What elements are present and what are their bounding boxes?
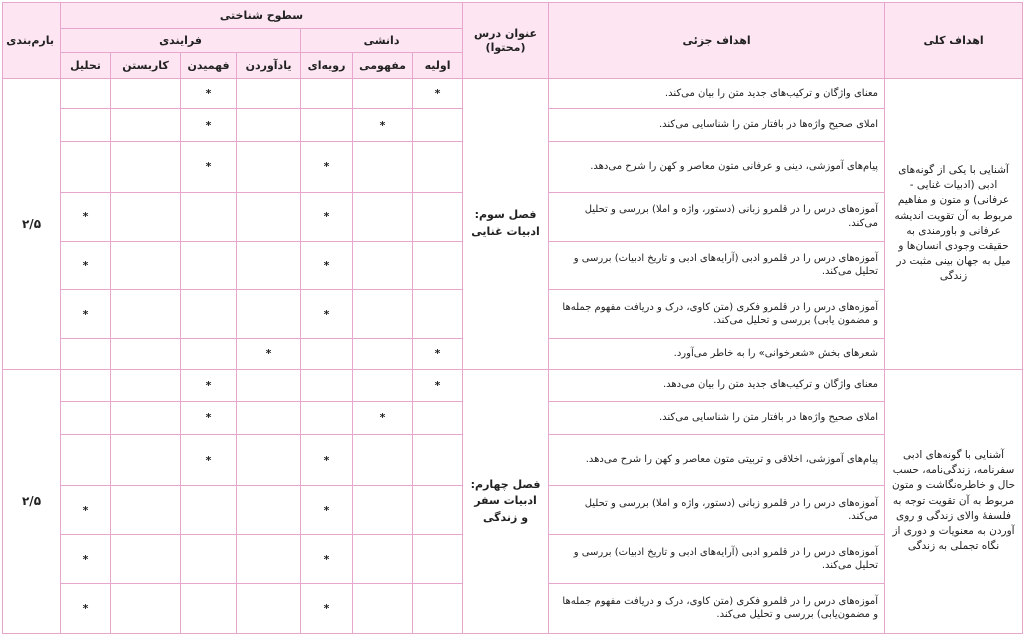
- level-mark-cell: *: [181, 434, 237, 485]
- objectives-body: [3, 79, 1023, 634]
- level-mark-cell: [301, 79, 353, 109]
- specific-objective-cell: آموزه‌های درس را در قلمرو فکری (متن کاوی، درک و دریافت مفهوم جمله‌ها و مضمون‌یابی) بررسی و تحلیل می‌کند.: [549, 583, 885, 633]
- level-mark-cell: *: [61, 290, 111, 339]
- level-mark-cell: *: [61, 486, 111, 535]
- level-mark-cell: *: [301, 142, 353, 192]
- level-mark-cell: [181, 486, 237, 535]
- specific-objective-cell: پیام‌های آموزشی، اخلاقی و تربیتی متون معاصر و کهن را شرح می‌دهد.: [549, 434, 885, 485]
- level-mark-cell: [111, 434, 181, 485]
- level-mark-cell: [237, 369, 301, 401]
- level-mark-cell: [237, 142, 301, 192]
- level-mark-cell: [111, 109, 181, 142]
- level-mark-cell: [237, 434, 301, 485]
- level-mark-cell: [413, 583, 463, 633]
- level-mark-cell: *: [237, 339, 301, 369]
- level-mark-cell: [111, 583, 181, 633]
- level-mark-cell: [353, 241, 413, 289]
- level-mark-cell: [413, 401, 463, 434]
- level-mark-cell: [181, 535, 237, 583]
- level-mark-cell: [413, 142, 463, 192]
- level-mark-cell: [111, 192, 181, 241]
- level-mark-cell: *: [61, 241, 111, 289]
- level-mark-cell: [61, 142, 111, 192]
- specific-objective-cell: معنای واژگان و ترکیب‌های جدید متن را بیان می‌کند.: [549, 79, 885, 109]
- level-mark-cell: [181, 192, 237, 241]
- level-mark-cell: *: [413, 339, 463, 369]
- level-mark-cell: *: [301, 486, 353, 535]
- level-header: اولیه: [413, 53, 463, 79]
- level-mark-cell: [413, 109, 463, 142]
- level-mark-cell: *: [61, 583, 111, 633]
- general-objectives-header: اهداف کلی: [885, 3, 1023, 79]
- level-mark-cell: [353, 79, 413, 109]
- level-mark-cell: *: [301, 290, 353, 339]
- level-mark-cell: [353, 192, 413, 241]
- level-mark-cell: [237, 583, 301, 633]
- level-mark-cell: [237, 109, 301, 142]
- specific-objective-cell: املای صحیح واژه‌ها در بافتار متن را شناسایی می‌کند.: [549, 401, 885, 434]
- level-header: فهمیدن: [181, 53, 237, 79]
- cognitive-levels-header: سطوح شناختی: [61, 3, 463, 29]
- general-objective-cell: آشنایی با گونه‌های ادبی سفرنامه، زندگی‌نامه، حسب حال و خاطره‌نگاشت و متون مربوط به آن تقویت توجه به فلسفهٔ والای زندگی و روی آوردن به معنویات و دوری از نگاه تجملی به زندگی: [885, 369, 1023, 633]
- level-mark-cell: [111, 369, 181, 401]
- level-mark-cell: [353, 142, 413, 192]
- score-cell: ۲/۵: [3, 79, 61, 370]
- chapter-title-cell: فصل سوم: ادبیات غنایی: [463, 79, 549, 370]
- level-mark-cell: [353, 583, 413, 633]
- level-mark-cell: [61, 79, 111, 109]
- level-mark-cell: *: [353, 401, 413, 434]
- level-mark-cell: [237, 486, 301, 535]
- level-mark-cell: [237, 79, 301, 109]
- specific-objective-cell: آموزه‌های درس را در قلمرو زبانی (دستور، واژه و املا) بررسی و تحلیل می‌کند.: [549, 486, 885, 535]
- objective-row: [3, 369, 1023, 401]
- level-header: کاربستن: [111, 53, 181, 79]
- specific-objective-cell: شعرهای بخش «شعرخوانی» را به خاطر می‌آورد.: [549, 339, 885, 369]
- level-mark-cell: [237, 535, 301, 583]
- level-mark-cell: [181, 583, 237, 633]
- level-mark-cell: *: [181, 109, 237, 142]
- level-mark-cell: [413, 192, 463, 241]
- level-mark-cell: [301, 109, 353, 142]
- level-mark-cell: [111, 241, 181, 289]
- level-mark-cell: *: [181, 401, 237, 434]
- level-mark-cell: *: [181, 369, 237, 401]
- level-mark-cell: [111, 142, 181, 192]
- level-header: مفهومی: [353, 53, 413, 79]
- knowledge-header: دانشی: [301, 29, 463, 53]
- level-mark-cell: [181, 241, 237, 289]
- level-mark-cell: *: [181, 142, 237, 192]
- level-mark-cell: [237, 401, 301, 434]
- level-mark-cell: [301, 401, 353, 434]
- level-mark-cell: *: [301, 434, 353, 485]
- level-mark-cell: [61, 339, 111, 369]
- level-mark-cell: [181, 290, 237, 339]
- level-mark-cell: [111, 486, 181, 535]
- level-mark-cell: [353, 369, 413, 401]
- level-header: تحلیل: [61, 53, 111, 79]
- level-mark-cell: [301, 339, 353, 369]
- level-mark-cell: [61, 401, 111, 434]
- specific-objective-cell: آموزه‌های درس را در قلمرو ادبی (آرایه‌های ادبی و تاریخ ادبیات) بررسی و تحلیل می‌کند.: [549, 535, 885, 583]
- level-mark-cell: *: [61, 192, 111, 241]
- specific-objective-cell: املای صحیح واژه‌ها در بافتار متن را شناسایی می‌کند.: [549, 109, 885, 142]
- level-mark-cell: [301, 369, 353, 401]
- level-mark-cell: [61, 369, 111, 401]
- specific-objective-cell: آموزه‌های درس را در قلمرو ادبی (آرایه‌های ادبی و تاریخ ادبیات) بررسی و تحلیل می‌کند.: [549, 241, 885, 289]
- level-mark-cell: *: [181, 79, 237, 109]
- level-mark-cell: [237, 290, 301, 339]
- level-mark-cell: [111, 79, 181, 109]
- level-mark-cell: [111, 535, 181, 583]
- score-cell: ۲/۵: [3, 369, 61, 633]
- level-mark-cell: [413, 486, 463, 535]
- level-mark-cell: *: [413, 79, 463, 109]
- level-header: یادآوردن: [237, 53, 301, 79]
- level-mark-cell: [353, 434, 413, 485]
- level-mark-cell: *: [301, 535, 353, 583]
- level-mark-cell: [353, 290, 413, 339]
- level-mark-cell: [353, 486, 413, 535]
- process-header: فرایندی: [61, 29, 301, 53]
- level-header: رویه‌ای: [301, 53, 353, 79]
- level-mark-cell: *: [301, 241, 353, 289]
- level-mark-cell: [111, 401, 181, 434]
- general-objective-cell: آشنایی با یکی از گونه‌های ادبی (ادبیات غنایی - عرفانی) و متون و مفاهیم مربوط به آن تقویت اندیشه عرفانی و باورمندی به حقیقت وجودی انسان‌ها و میل به جهان بینی مثبت در زندگی: [885, 79, 1023, 370]
- level-mark-cell: [181, 339, 237, 369]
- level-mark-cell: [237, 241, 301, 289]
- specific-objectives-header: اهداف جزئی: [549, 3, 885, 79]
- level-mark-cell: *: [301, 192, 353, 241]
- scoring-header: بارم‌بندی: [3, 3, 61, 79]
- lesson-title-header: عنوان درس (محتوا): [463, 3, 549, 79]
- specific-objective-cell: آموزه‌های درس را در قلمرو زبانی (دستور، واژه و املا) بررسی و تحلیل می‌کند.: [549, 192, 885, 241]
- specific-objective-cell: آموزه‌های درس را در قلمرو فکری (متن کاوی، درک و دریافت مفهوم جمله‌ها و مضمون یابی) بررسی و تحلیل می‌کند.: [549, 290, 885, 339]
- chapter-title-cell: فصل چهارم: ادبیات سفر و زندگی: [463, 369, 549, 633]
- level-mark-cell: [111, 290, 181, 339]
- level-mark-cell: *: [61, 535, 111, 583]
- level-mark-cell: [61, 109, 111, 142]
- objective-row: [3, 79, 1023, 109]
- specific-objective-cell: معنای واژگان و ترکیب‌های جدید متن را بیان می‌دهد.: [549, 369, 885, 401]
- level-mark-cell: [413, 290, 463, 339]
- level-mark-cell: *: [413, 369, 463, 401]
- level-mark-cell: [353, 535, 413, 583]
- level-mark-cell: [61, 434, 111, 485]
- level-mark-cell: [111, 339, 181, 369]
- specific-objective-cell: پیام‌های آموزشی، دینی و عرفانی متون معاصر و کهن را شرح می‌دهد.: [549, 142, 885, 192]
- level-mark-cell: *: [353, 109, 413, 142]
- level-mark-cell: *: [301, 583, 353, 633]
- level-mark-cell: [413, 535, 463, 583]
- level-mark-cell: [413, 241, 463, 289]
- level-mark-cell: [237, 192, 301, 241]
- level-mark-cell: [353, 339, 413, 369]
- curriculum-table: [2, 2, 1023, 634]
- level-mark-cell: [413, 434, 463, 485]
